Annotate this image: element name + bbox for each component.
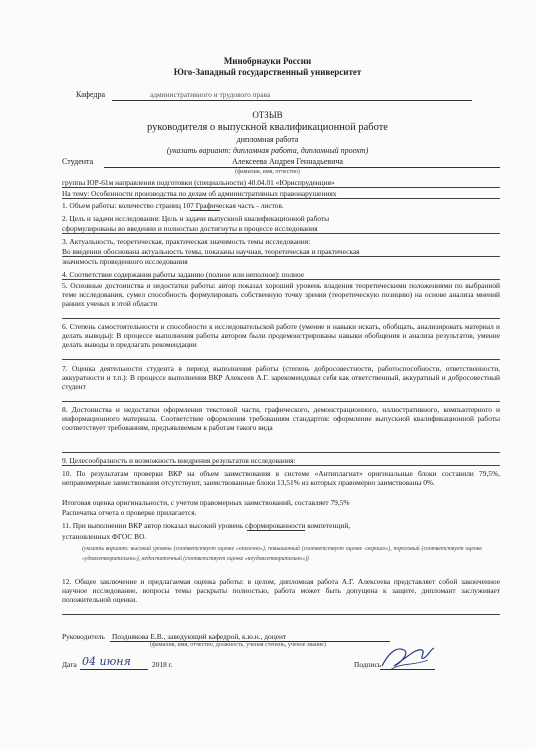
department-value: административного и трудового права xyxy=(150,90,271,99)
item-3-a: 3. Актуальность, теоретическая, практическая значимость темы исследования: xyxy=(62,237,311,246)
item-12-underline xyxy=(62,614,500,615)
supervisor-value: Позднякова Е.В., заведующий кафедрой, к.ю.н., доцент xyxy=(112,632,287,641)
document-subtitle: руководителя о выпускной квалификационной работе xyxy=(147,122,388,133)
item-11-hint: (указать вариант: высокий уровень (соответствует оценке «отлично»), повышенный (соответствует оценке «хорошо»), пороговый (соответствует оценке «удовлетворительно»), недостаточный (соответствует оценке «неудовлетворительно»)) xyxy=(82,546,482,562)
student-name: Алексеева Андрея Геннадьевича xyxy=(232,157,343,166)
supervisor-label: Руководитель xyxy=(62,632,105,641)
group-underline xyxy=(62,187,500,188)
item-2-b: сформулированы во введении и полностью достигнуты в процессе исследования xyxy=(62,224,318,233)
item-8-underline xyxy=(62,452,500,453)
date-label: Дата xyxy=(62,660,77,669)
item-7-underline xyxy=(62,401,500,402)
department-underline xyxy=(112,100,472,101)
item-6: 6. Степень самостоятельности и способности к исследовательской работе (умение и навыки искать, обобщать, анализировать материал и делать выводы): В процессе выполнения работы автором были продемонстрированы навыки обобщения и анализа результатов, умение делать выводы и предлагать рекомендации xyxy=(62,322,500,350)
topic-underline xyxy=(62,198,500,199)
item-10: 10. По результатам проверки ВКР на объем заимствования в системе «Антиплагиат» оригинальные блоки составили 79,5%, неправомерные заимствования отсутствуют, заимствованные блоки 13,51% из которых правомерно заимствованы 0%. xyxy=(62,469,500,488)
item-10-attachment: Распечатка отчета о проверке прилагается. xyxy=(62,508,197,517)
date-value: 04 июня xyxy=(82,655,131,668)
date-underline xyxy=(80,669,148,670)
item-6-underline xyxy=(62,359,500,360)
item-3-c: значимость проведенного исследования xyxy=(62,257,188,266)
item-4-underline xyxy=(62,279,500,280)
item-9: 9. Целесообразность и возможность внедрения результатов исследования: xyxy=(62,456,296,465)
item-11-level-underline xyxy=(247,530,305,531)
item-1: 1. Объем работы: количество страниц 107 Графическая часть - листов. xyxy=(62,201,284,210)
item-11-a: 11. При выполнении ВКР автор показал высокий уровень сформированности компетенций, xyxy=(62,521,351,530)
group-line: группы ЮР-61м направления подготовки (специальности) 40.04.01 «Юриспруденция» xyxy=(62,178,335,187)
topic-line: На тему: Особенности производства по делам об административных правонарушениях xyxy=(62,189,337,198)
item-2-a: 2. Цель и задачи исследования: Цель и задачи выпускной квалификационной работы xyxy=(62,214,330,223)
supervisor-hint: (фамилия, имя, отчество, должность, ученая степень, ученое звание) xyxy=(150,642,326,648)
university-title: Юго-Западный государственный университет xyxy=(173,67,362,77)
work-type: дипломная работа xyxy=(236,135,299,144)
date-year: 2018 г. xyxy=(152,660,173,669)
item-4: 4. Соответствие содержания работы заданию (полное или неполное): полное xyxy=(62,270,305,279)
work-type-hint: (указать вариант: дипломная работа, дипломный проект) xyxy=(166,146,369,155)
document-title: ОТЗЫВ xyxy=(252,110,283,120)
item-1-pages-underline xyxy=(190,210,220,211)
item-3-b: Во введении обоснована актуальность темы, показаны научная, теоретическая и практическая xyxy=(62,247,360,256)
item-5: 5. Основные достоинства и недостатки работы: автор показал хороший уровень владения теоретическими положениями по выбранной теме исследования, сумел способность формулировать собственную точку зрения (теоретическую позицию) на основе анализа мнений ранних ученых в этой области xyxy=(62,281,500,309)
item-2-underline xyxy=(62,233,500,234)
student-label: Студента xyxy=(62,157,94,166)
item-5-underline xyxy=(62,318,500,319)
signature-image xyxy=(378,640,438,674)
ministry-title: Минобрнауки России xyxy=(223,56,312,66)
item-8: 8. Достоинства и недостатки оформления текстовой части, графического, демонстрационного, иллюстративного, компьютерного и информационного материала. Соответствие оформления требованиям стандартов: оформление выпускной квалификационной работы соответствует требованиям, предъявляемым к работам такого вида xyxy=(62,405,500,433)
signature-label: Подпись xyxy=(354,660,382,669)
item-10-total: Итоговая оценка оригинальности, с учетом правомерных заимствований, составляет 79,5% xyxy=(62,498,350,507)
item-11-b: установленных ФГОС ВО. xyxy=(62,532,147,541)
student-name-hint: (фамилия, имя, отчество) xyxy=(235,169,300,175)
department-label: Кафедра xyxy=(76,90,106,99)
item-9-underline xyxy=(62,465,500,466)
item-12: 12. Общее заключение и предлагаемая оценка работы: в целом, дипломная работа А.Г. Алексеева представляет собой законченное научное исследование, вопросы темы раскрыты полностью, работа может быть допущена к защите, дипломант заслуживает положительной оценки. xyxy=(62,577,500,605)
item-7: 7. Оценка деятельности студента в период выполнения работы (степень добросовестности, работоспособности, ответственности, аккуратности и т.п.): В процессе выполнения ВКР Алексеев А.Г. зарекомендовал себя как ответственный, аккуратный и добросовестный студент xyxy=(62,364,500,392)
student-underline xyxy=(104,167,500,168)
